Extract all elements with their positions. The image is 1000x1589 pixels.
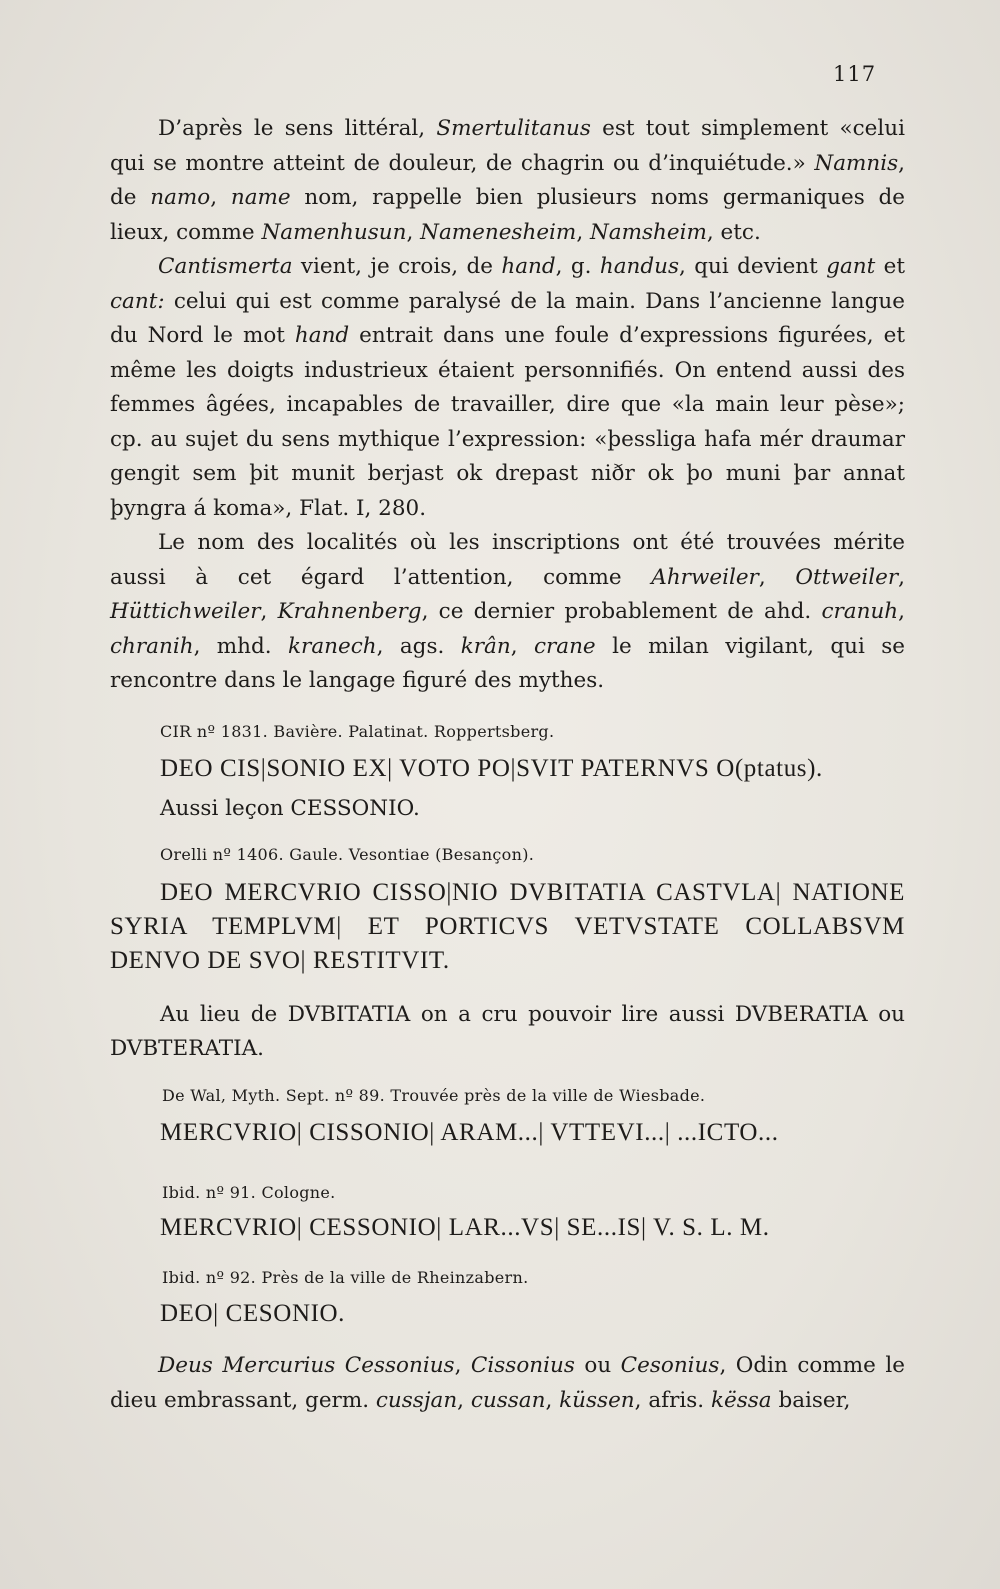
inscription-text: DEO MERCVRIO CISSO|NIO DVBITATIA CASTVLA| NATIONE SYRIA TEMPLVM| ET PORTICVS VETVSTATE COLLABSVM DENVO DE SVO| RESTITVIT. [110,879,905,974]
inscription-text: DEO| CESONIO. [160,1300,346,1327]
inscription-text: MERCVRIO| CESSONIO| LAR...VS| SE...IS| V. S. L. M. [160,1214,770,1241]
entry-caption: De Wal, Myth. Sept. nº 89. Trouvée près de la ville de Wiesbade. [162,1086,706,1105]
entry-note: Au lieu de DVBITATIA on a cru pouvoir lire aussi DVBERATIA ou DVBTERATIA. [110,1002,905,1061]
paragraph-4: Deus Mercurius Cessonius, Cissonius ou Cesonius, Odin comme le dieu embrassant, germ. cussjan, cussan, küssen, afris. këssa baiser, [110,1353,905,1413]
inscription-text: MERCVRIO| CISSONIO| ARAM...| VTTEVI...| ...ICTO... [160,1119,779,1146]
entry-caption: Orelli nº 1406. Gaule. Vesontiae (Besançon). [160,845,535,864]
entry-caption: CIR nº 1831. Bavière. Palatinat. Roppertsberg. [160,722,555,741]
paragraph-block [110,112,905,699]
entry-caption: Ibid. nº 91. Cologne. [162,1183,336,1202]
paragraph-2: Cantismerta vient, je crois, de hand, g. handus, qui devient gant et cant: celui qui est comme paralysé de la main. Dans l’ancienne langue du Nord le mot hand entrait dans une foule d’expressions figurées, et même les doigts industrieux étaient personnifiés. On entend aussi des femmes âgées, incapables de travailler, dire que «la main leur pèse»; cp. au sujet du sens mythique l’expression: «þessliga hafa mér draumar gengit sem þit munit berjast ok drepast niðr ok þo muni þar annat þyngra á koma», Flat. I, 280. [110,254,906,521]
paragraph-1: D’après le sens littéral, Smertulitanus est tout simplement «celui qui se montre atteint de douleur, de chagrin ou d’inquiétude.» Namnis, de namo, name nom, rappelle bien plusieurs noms germaniques de lieux, comme Namenhusun, Namenesheim, Namsheim, etc. [110,116,905,245]
entry-caption: Ibid. nº 92. Près de la ville de Rheinzabern. [162,1268,529,1287]
page-number: 117 [833,62,877,86]
paragraph-3: Le nom des localités où les inscriptions ont été trouvées mérite aussi à cet égard l’attention, comme Ahrweiler, Ottweiler, Hüttichweiler, Krahnenberg, ce dernier probablement de ahd. cranuh, chranih, mhd. kranech, ags. krân, crane le milan vigilant, qui se rencontre dans le langage figuré des mythes. [110,530,906,693]
entry-note: Aussi leçon CESSONIO. [160,796,420,821]
paragraph-block [110,1349,905,1418]
inscription-text: DEO CIS|SONIO EX| VOTO PO|SVIT PATERNVS O(ptatus). [160,755,823,782]
